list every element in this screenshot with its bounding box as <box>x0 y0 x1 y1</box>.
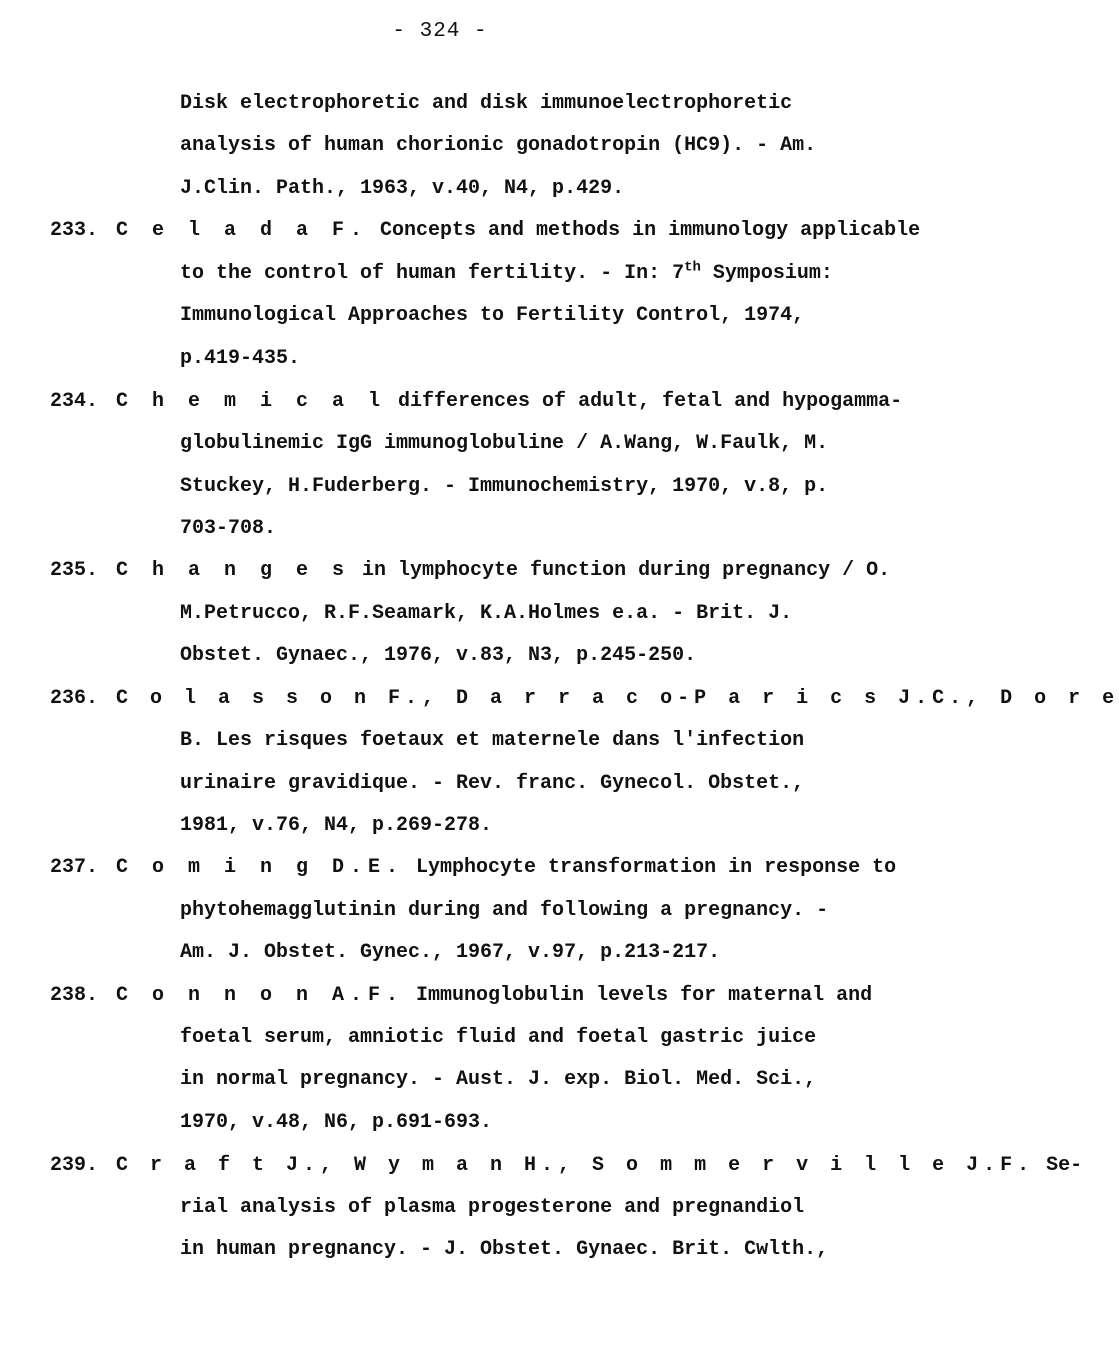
reference-line: urinaire gravidique. - Rev. franc. Gynecol. Obstet., <box>180 772 805 795</box>
reference-line: Immunological Approaches to Fertility Control, 1974, <box>180 304 805 327</box>
reference-line: 1981, v.76, N4, p.269-278. <box>180 814 493 837</box>
reference-line: foetal serum, amniotic fluid and foetal gastric juice <box>180 1026 817 1049</box>
reference-author: C o l a s s o n F., D a r r a c o-P a r i c s J.C., D o r e <box>116 687 1119 710</box>
reference-number: 236. <box>50 687 99 710</box>
reference-title: Concepts and methods in immunology applicable <box>368 219 921 242</box>
reference-entry-235 <box>50 557 890 585</box>
reference-line: Stuckey, H.Fuderberg. - Immunochemistry, 1970, v.8, p. <box>180 475 829 498</box>
reference-line: globulinemic IgG immunoglobuline / A.Wang, W.Faulk, M. <box>180 432 829 455</box>
reference-author: C h e m i c a l <box>116 390 387 413</box>
reference-line: phytohemagglutinin during and following a pregnancy. - <box>180 899 829 922</box>
reference-entry-239 <box>50 1152 1082 1180</box>
reference-line: Obstet. Gynaec., 1976, v.83, N3, p.245-250. <box>180 644 697 667</box>
reference-line: analysis of human chorionic gonadotropin (HC9). - Am. <box>180 134 817 157</box>
reference-number: 234. <box>50 390 99 413</box>
reference-entry-238 <box>50 982 872 1010</box>
reference-author: C h a n g e s <box>116 559 351 582</box>
reference-title: in lymphocyte function during pregnancy / O. <box>350 559 891 582</box>
reference-entry-233 <box>50 217 920 245</box>
reference-line: Disk electrophoretic and disk immunoelectrophoretic <box>180 92 793 115</box>
reference-number: 235. <box>50 559 99 582</box>
reference-line: in human pregnancy. - J. Obstet. Gynaec. Brit. Cwlth., <box>180 1238 829 1261</box>
reference-number: 238. <box>50 984 99 1007</box>
reference-line: p.419-435. <box>180 347 301 370</box>
reference-line: Am. J. Obstet. Gynec., 1967, v.97, p.213-217. <box>180 941 721 964</box>
reference-author: C o n n o n A.F. <box>116 984 405 1007</box>
reference-line: 703-708. <box>180 517 277 540</box>
reference-text: to the control of human fertility. - In: 7 <box>180 262 685 285</box>
reference-line: rial analysis of plasma progesterone and pregnandiol <box>180 1196 805 1219</box>
reference-number: 237. <box>50 856 99 879</box>
reference-entry-234 <box>50 388 902 416</box>
reference-title: Lymphocyte transformation in response to <box>404 856 897 879</box>
reference-author: C o m i n g D.E. <box>116 856 405 879</box>
reference-line <box>180 260 833 288</box>
reference-number: 239. <box>50 1154 99 1177</box>
reference-entry-237 <box>50 854 896 882</box>
reference-title: Se- <box>1034 1154 1083 1177</box>
reference-line: 1970, v.48, N6, p.691-693. <box>180 1111 493 1134</box>
superscript: th <box>684 259 701 276</box>
reference-text: Symposium: <box>700 262 833 285</box>
reference-line: in normal pregnancy. - Aust. J. exp. Biol. Med. Sci., <box>180 1068 817 1091</box>
reference-number: 233. <box>50 219 99 242</box>
reference-line: M.Petrucco, R.F.Seamark, K.A.Holmes e.a. - Brit. J. <box>180 602 793 625</box>
reference-line: J.Clin. Path., 1963, v.40, N4, p.429. <box>180 177 625 200</box>
page-number: - 324 - <box>392 20 488 43</box>
reference-author: C r a f t J., W y m a n H., S o m m e r v i l l e J.F. <box>116 1154 1035 1177</box>
reference-title: Immunoglobulin levels for maternal and <box>404 984 873 1007</box>
reference-title: differences of adult, fetal and hypogamma- <box>386 390 903 413</box>
reference-author: C e l a d a F. <box>116 219 369 242</box>
reference-line: B. Les risques foetaux et maternele dans l'infection <box>180 729 805 752</box>
reference-entry-236 <box>50 685 1119 713</box>
